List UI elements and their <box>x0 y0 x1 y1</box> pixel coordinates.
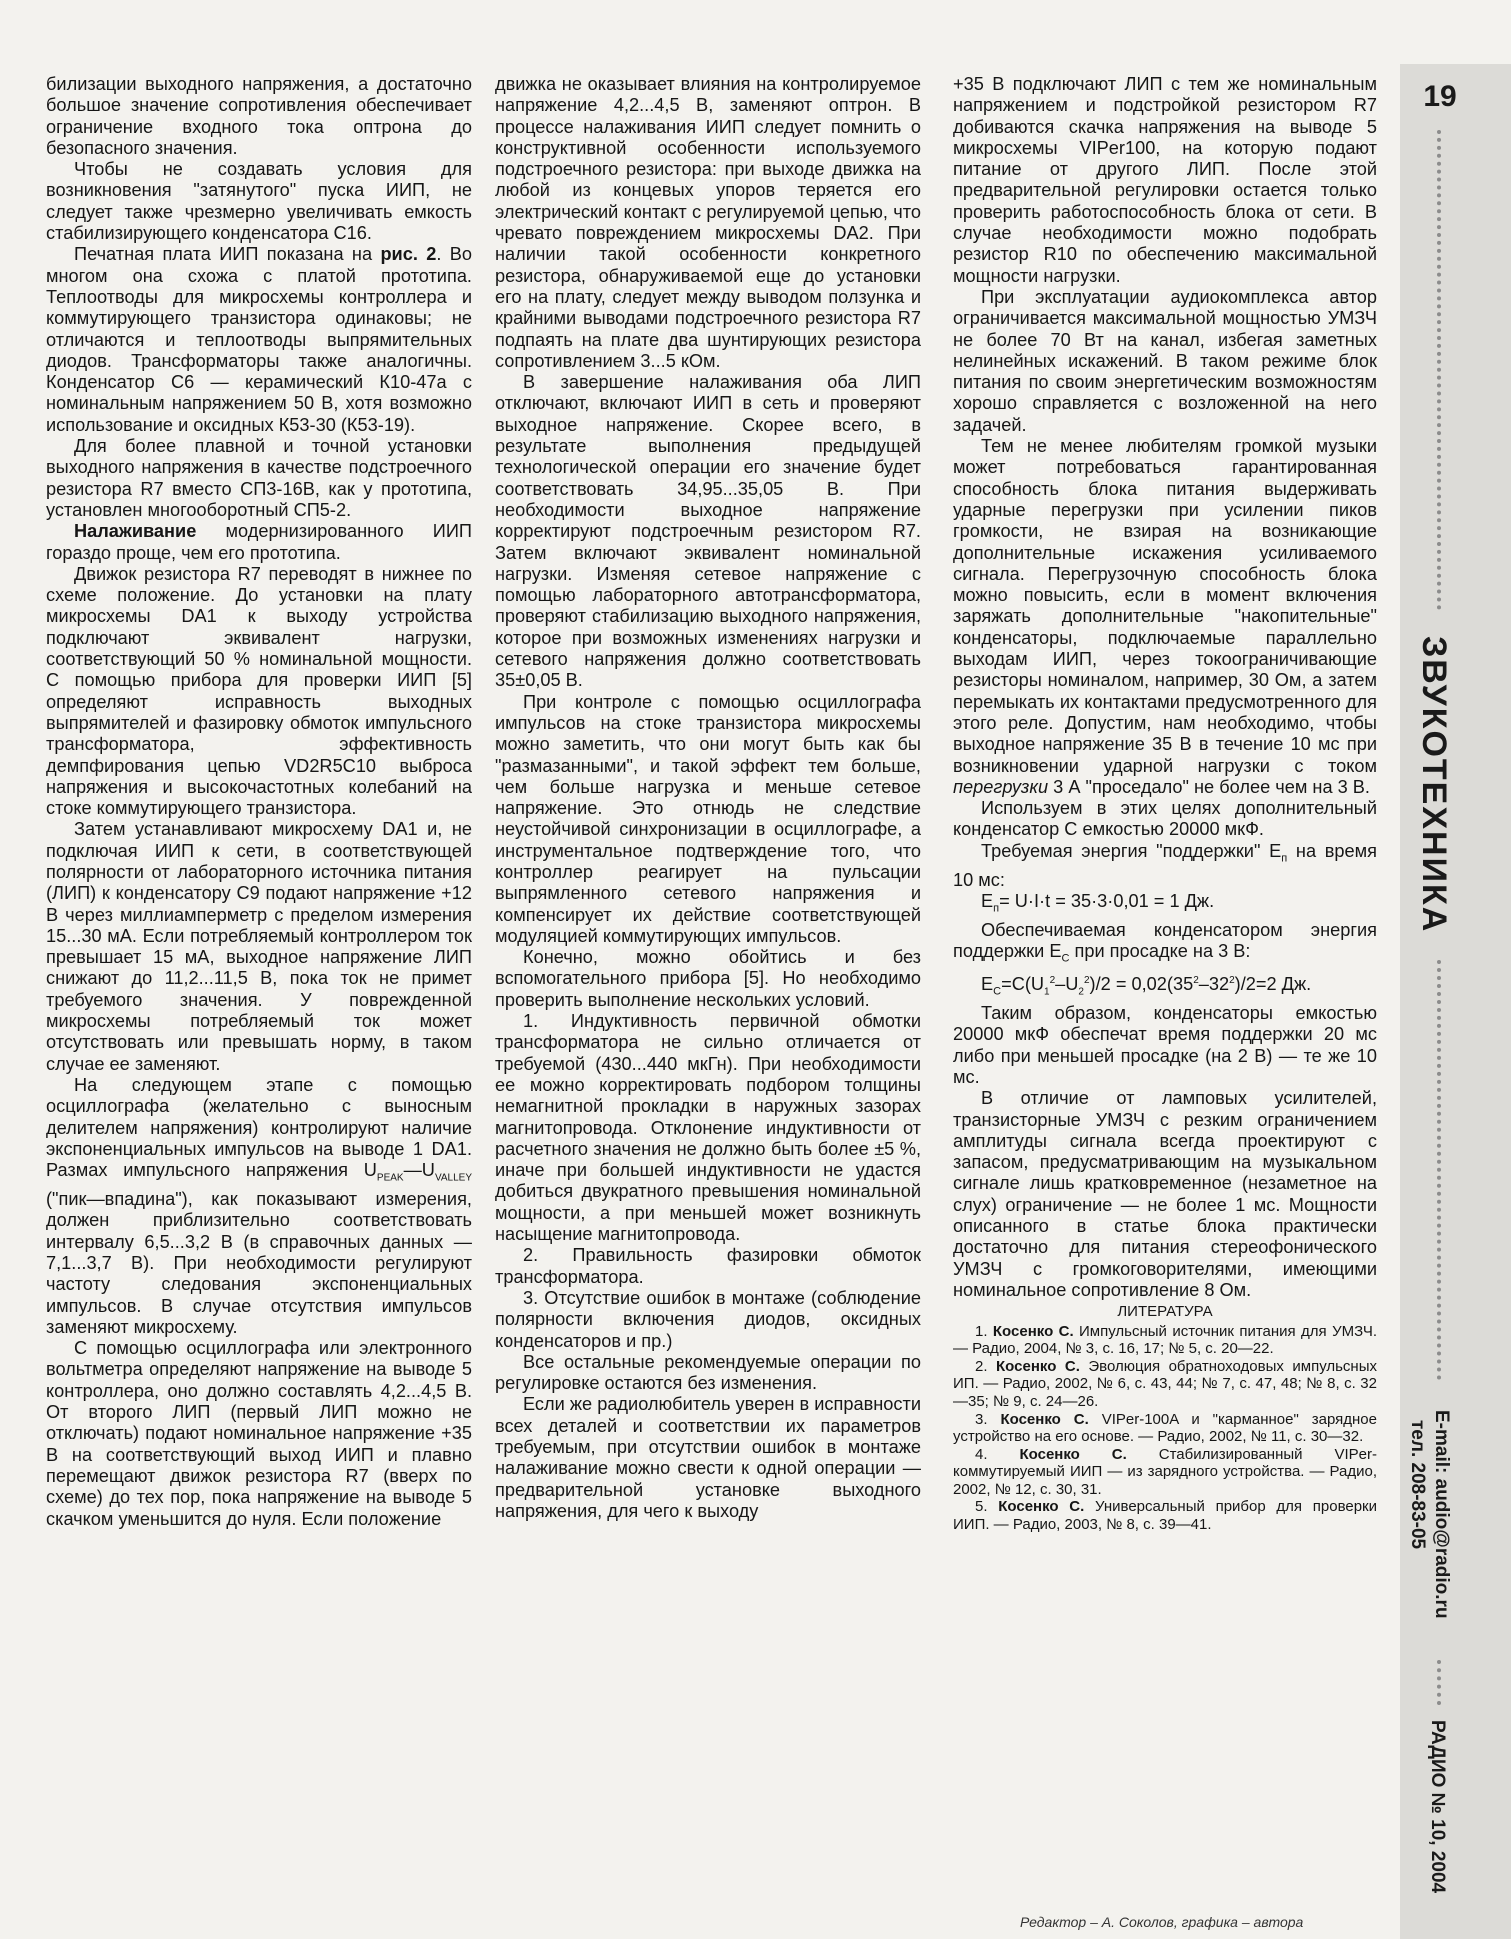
paragraph: Все остальные рекомендуемые операции по регулировке остаются без изменения. <box>495 1351 921 1394</box>
section-heading: Налаживание <box>74 521 197 542</box>
paragraph: Требуемая энергия "поддержки" $E_п$ на время 10 мс: <box>953 840 1377 890</box>
paragraph: 3. Отсутствие ошибок в монтаже (соблюдение полярности включения диодов, оксидных конденсаторов и пр.) <box>495 1287 921 1351</box>
paragraph: Печатная плата ИИП показана на рис. 2. Во многом она схожа с платой прототипа. Теплоотводы для микросхемы контроллера и коммутирующего транзистора одинаковы; не отличаются и теплоотводы выпрямительных диодов. Трансформаторы также аналогичны. Конденсатор С6 — керамический К10-47а с номинальным напряжением 50 В, хотя возможно использование и оксидных К53-30 (К53-19). <box>46 244 472 435</box>
paragraph: Обеспечиваемая конденсатором энергия поддержки $E_С$ при просадке на 3 В: <box>953 919 1377 965</box>
dotted-divider <box>1437 960 1445 1380</box>
paragraph: Используем в этих целях дополнительный конденсатор С емкостью 20000 мкФ. <box>953 798 1377 840</box>
section-title: ЗВУКОТЕХНИКА <box>1415 636 1453 934</box>
paragraph: В завершение налаживания оба ЛИП отключают, включают ИИП в сеть и проверяют выходное напряжение. Скорее всего, в результате выполнения предыдущей технологической операции его значение будет соответствовать 34,95...35,05 В. При необходимости выходное напряжение корректируют подстроечным резистором R7. Затем включают эквивалент номинальной нагрузки. Изменяя сетевое напряжение с помощью лабораторного автотрансформатора, проверяют стабилизацию выходного напряжения, которое при возможных изменениях нагрузки и сетевого напряжения должно соответствовать 35±0,05 В. <box>495 372 921 691</box>
paragraph: На следующем этапе с помощью осциллографа (желательно с выносным делителем напряжения) контролируют наличие экспоненциальных импульсов на выводе 1 DA1. Размах импульсного напряжения $U_{PEAK}—U_{VALLEY}$ ("пик—впадина"), как показывают измерения, должен приблизительно соответствовать интервалу 6,5...3,2 В (в справочных данных — 7,1...3,7 В). При необходимости регулируют частоту следования экспоненциальных импульсов. В случае отсутствия импульсов заменяют микросхему. <box>46 1074 472 1337</box>
credits: Редактор – А. Соколов, графика – автора <box>1020 1914 1304 1930</box>
reference-item: 4. Косенко С. Стабилизированный VIPer-коммутируемый ИИП — из зарядного устройства. — Радио, 2002, № 12, с. 30, 31. <box>953 1445 1377 1498</box>
paragraph: При контроле с помощью осциллографа импульсов на стоке транзистора микросхемы можно заметить, что они могут быть как бы "размазанными", и такой эффект тем больше, чем больше нагрузка и меньше сетевое напряжение. Это отнюдь не следствие неустойчивой синхронизации в осциллографе, а инструментальное подтверждение того, что контроллер реагирует на пульсации выпрямленного сетевого напряжения и компенсирует их действие соответствующей модуляцией коммутирующих импульсов. <box>495 691 921 946</box>
contact-phone: тел. 208-83-05 <box>1407 1420 1428 1550</box>
side-strip <box>1400 64 1511 1939</box>
text-column-3 <box>953 74 1377 1928</box>
paragraph: Движок резистора R7 переводят в нижнее по схеме положение. До установки на плату микросхемы DA1 к выходу устройства подключают эквивалент нагрузки, соответствующий 50 % номинальной мощности. С помощью прибора для проверки ИИП [5] определяют исправность выходных выпрямителей и фазировку обмоток импульсного трансформатора, эффективность демпфирования цепью VD2R5C10 выброса напряжения и высокочастотных колебаний на стоке коммутирующего транзистора. <box>46 563 472 819</box>
paragraph: Тем не менее любителям громкой музыки может потребоваться гарантированная способность блока питания выдерживать ударные перегрузки при усилении пиков громкости, не взирая на возникающие дополнительные искажения усиливаемого сигнала. Перегрузочную способность блока можно повысить, если в момент включения заряжать дополнительные "накопительные" конденсаторы, подключаемые параллельно выходам ИИП, через токоограничивающие резисторы номиналом, например, 30 Ом, а затем перемыкать их контактами предусмотренного для этого реле. Допустим, нам необходимо, чтобы выходное напряжение 35 В в течение 10 мс при возникновении ударной нагрузки с током перегрузки 3 А "проседало" не более чем на 3 В. <box>953 436 1377 797</box>
paragraph: Для более плавной и точной установки выходного напряжения в качестве подстроечного резистора R7 вместо СП3-16В, как у прототипа, установлен многооборотный СП5-2. <box>46 436 472 520</box>
reference-item: 3. Косенко С. VIPer-100A и "карманное" зарядное устройство на его основе. — Радио, 2002, № 11, с. 30—32. <box>953 1410 1377 1446</box>
references-title: ЛИТЕРАТУРА <box>1117 1303 1213 1321</box>
paragraph: Налаживание модернизированного ИИП гораздо проще, чем его прототипа. <box>46 521 472 563</box>
reference-item: 1. Косенко С. Импульсный источник питания для УМЗЧ. — Радио, 2004, № 3, с. 16, 17; № 5, с. 20—22. <box>953 1322 1377 1358</box>
paragraph: движка не оказывает влияния на контролируемое напряжение 4,2...4,5 В, заменяют оптрон. В процессе налаживания ИИП следует помнить о конструктивной особенности используемого подстроечного резистора: при выходе движка на любой из концевых упоров теряется его электрический контакт с регулируемой цепью, что чревато повреждением микросхемы DA2. При наличии такой особенности конкретного резистора, обнаруживаемой еще до установки его на плату, следует между выводом ползунка и крайними выводами подстроечного резистора R7 подпаять на плате два шунтирующих резистора сопротивлением 3...5 кОм. <box>495 74 921 371</box>
paragraph: +35 В подключают ЛИП с тем же номинальным напряжением и подстройкой резистором R7 добиваются скачка напряжения на выводе 5 микросхемы VIPer100, на которую подают питание от другого ЛИП. После этой предварительной регулировки остается только проверить работоспособность блока от сети. В случае необходимости можно подобрать резистор R10 по обеспечению максимальной мощности нагрузки. <box>953 74 1377 286</box>
paragraph: При эксплуатации аудиокомплекса автор ограничивается максимальной мощностью УМЗЧ не более 70 Вт на канал, избегая заметных нелинейных искажений. В таком режиме блок питания по своим энергетическим возможностям хорошо справляется с возложенной на него задачей. <box>953 286 1377 435</box>
formula: $E_п= U\cdot I\cdot t = 35\cdot 3\cdot 0,01 = 1$ Дж. <box>981 890 1215 915</box>
formula: $E_С=C(U_1^2-U_2^2)/2 = 0,02(35^2-32^2)/2=2$ Дж. <box>981 974 1312 998</box>
paragraph: Затем устанавливают микросхему DA1 и, не подключая ИИП к сети, в соответствующей полярности от лабораторного источника питания (ЛИП) к конденсатору С9 подают напряжение +12 В через миллиамперметр с пределом измерения 15...30 мА. Если потребляемый контроллером ток превышает 15 мА, выходное напряжение ЛИП снижают до 11,2...11,5 В, пока ток не примет требуемого значения. У поврежденной микросхемы потребляемый ток может отсутствовать или превышать норму, в таком случае ее заменяют. <box>46 819 472 1074</box>
page-number: 19 <box>1423 80 1457 113</box>
text-column-1 <box>46 74 472 1924</box>
paragraph: билизации выходного напряжения, а достаточно большое значение сопротивления обеспечивает ограничение входного тока оптрона до безопасного значения. <box>46 74 472 158</box>
figure-ref: рис. 2 <box>380 244 437 265</box>
paragraph: Таким образом, конденсаторы емкостью 20000 мкФ обеспечат время поддержки 20 мс либо при меньшей просадке (на 2 В) — те же 10 мс. <box>953 1003 1377 1087</box>
paragraph: Если же радиолюбитель уверен в исправности всех деталей и соответствии их параметров требуемым, при отсутствии ошибок в монтаже налаживание можно свести к одной операции — предварительной установке выходного напряжения, для чего к выходу <box>495 1394 921 1521</box>
text-column-2 <box>495 74 921 1924</box>
paragraph: Чтобы не создавать условия для возникновения "затянутого" пуска ИИП, не следует также чрезмерно увеличивать емкость стабилизирующего конденсатора С16. <box>46 159 472 244</box>
reference-item: 5. Косенко С. Универсальный прибор для проверки ИИП. — Радио, 2003, № 8, с. 39—41. <box>953 1498 1377 1534</box>
paragraph: Конечно, можно обойтись и без вспомогательного прибора [5]. Но необходимо проверить выполнение нескольких условий. <box>495 947 921 1010</box>
paragraph: В отличие от ламповых усилителей, транзисторные УМЗЧ с резким ограничением амплитуды сигнала всегда проектируют с запасом, предусматривающим на музыкальном сигнале лишь кратковременное (незаметное на слух) ограничение — не более 1 мс. Мощности описанного в статье блока практически достаточно для питания стереофонического УМЗЧ с громкоговорителями, имеющими номинальное сопротивление 8 Ом. <box>953 1088 1377 1300</box>
reference-item: 2. Косенко С. Эволюция обратноходовых импульсных ИП. — Радио, 2002, № 6, с. 43, 44; № 7, с. 47, 48; № 8, с. 32—35; № 9, с. 24—26. <box>953 1357 1377 1410</box>
contact-email[interactable]: E-mail: audio@radio.ru <box>1431 1410 1452 1619</box>
paragraph: 2. Правильность фазировки обмоток трансформатора. <box>495 1245 921 1287</box>
dotted-divider <box>1437 130 1445 610</box>
paragraph: 1. Индуктивность первичной обмотки трансформатора не сильно отличается от требуемой (430...440 мкГн). При необходимости ее можно корректировать подбором толщины немагнитной прокладки в наружных зазорах магнитопровода. Отклонение индуктивности от расчетного значения не должно быть более ±5 %, иначе при большей индуктивности не удастся добиться двукратного превышения номинальной мощности, а при меньшей может возникнуть насыщение магнитопровода. <box>495 1011 921 1245</box>
dotted-divider <box>1437 1660 1445 1705</box>
paragraph: С помощью осциллографа или электронного вольтметра определяют напряжение на выводе 5 контроллера, оно должно составлять 4,2...4,5 В. От второго ЛИП (первый ЛИП можно не отключать) подают номинальное напряжение +35 В на соответствующий выход ИИП и плавно перемещают движок резистора R7 (вверх по схеме) до тех пор, пока напряжение на выводе 5 скачком уменьшится до нуля. Если положение <box>46 1338 472 1529</box>
issue-label: РАДИО № 10, 2004 <box>1427 1720 1448 1894</box>
